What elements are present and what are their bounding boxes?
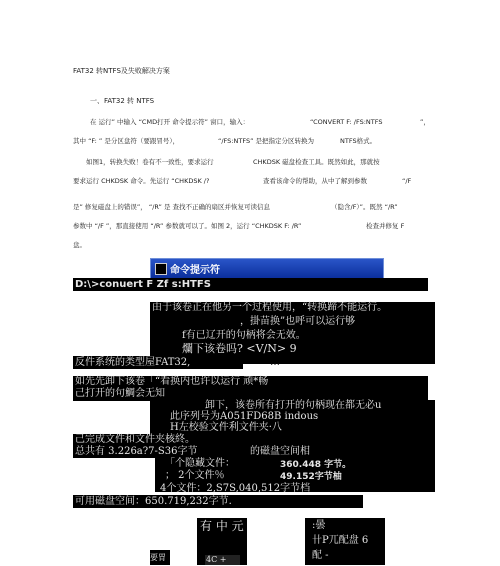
paragraph-text: CHKDSK 磁盘检查工具。既然如此，那就按 (253, 158, 380, 166)
paragraph-text: NTFS格式。 (340, 137, 377, 145)
cmd-window-title: 命令提示符 (170, 265, 220, 276)
cmd-line: 4C + (206, 555, 227, 564)
cmd-title-bar (150, 258, 384, 279)
paragraph-text: “/FS:NTFS” 是把指定分区转换为 (218, 137, 315, 145)
paragraph-text: 如图1，转换失败！卷有不一致性，要求运行 (86, 158, 214, 166)
cmd-line: 反件系统的类型屋FAT32, (75, 357, 191, 368)
cmd-line: 360.448 字节。 (280, 460, 352, 470)
cmd-line: 己完成文件和文件夹核終。 (75, 434, 195, 445)
cmd-line: 配 - (312, 550, 329, 561)
cmd-line: 爛下该卷吗? <V/N> 9 (182, 342, 297, 355)
paragraph-text: 盘。 (73, 241, 86, 249)
cmd-line: 4个文件：2,S7S,040,512字节档 (160, 483, 311, 494)
cmd-line: 己打开的句鯛会无知 (75, 388, 165, 399)
paragraph-text: ”， (420, 118, 430, 126)
doc-title: FAT32 转NTFS及失败解决方案 (73, 67, 170, 75)
cmd-line: 的磁盘空间相 (250, 446, 310, 457)
cmd-line: 总共有 3.226a?7-S36字节 (75, 446, 198, 457)
cmd-line: 可用磁盘空间：650.719,232字节. (75, 496, 232, 507)
paragraph-text: 参数中 “/F ”，那直接使用 “/R” 参数就可以了。如图 2，运行 “CHKDSK F: /R” (73, 222, 302, 230)
paragraph-text: 其中 “F: ” 是分区盘符（要跟冒号）， (73, 137, 180, 145)
cmd-line: ，掛苗换”也呼可以运行够 (240, 316, 356, 327)
cmd-line: 卄P兀配盘 6 (312, 535, 369, 546)
cmd-line: 卸下，该卷所有打开的句柄现在都无必u (205, 400, 382, 411)
cmd-line: 49.152字节柚 (280, 472, 342, 482)
paragraph-text: 检查并修复 F (366, 222, 405, 230)
section-heading: 一、FAT32 转 NTFS (90, 97, 155, 105)
paragraph-text: 查看该命令的帮助，从中了解到参数 (263, 177, 367, 185)
paragraph-text: “/F (402, 177, 412, 185)
paragraph-text: （隐含/F）”。既然 “/R” (331, 203, 398, 211)
cmd-line: H左校验文件利文件夹·八 (170, 422, 282, 433)
paragraph-text: 在 运行” 中输入 “CMD打开 命令提示符” 窗口，输入： (90, 118, 250, 126)
cmd-line: 如先先卸下该卷「“看换内也许以运行 顽*畅 (75, 376, 269, 387)
paragraph-text: 要求运行 CHKDSK 命令。先运行 “CHKDSK /? (73, 177, 210, 185)
cmd-line: ； 2个文件％ (165, 470, 225, 481)
cmd-line: 由于该卷正在他另一个过程使用，“转换蹄不能运行。 (152, 302, 388, 313)
cmd-line: … (270, 357, 280, 368)
cmd-line: 要胃 (150, 553, 166, 562)
cmd-line: f有已辽开的句柄将会无效。 (182, 330, 306, 341)
cmd-icon (155, 263, 167, 275)
paragraph-text: “CONVERT F: /FS:NTFS (310, 118, 383, 126)
cmd-line: D:\>conuert F Zf s:HTFS (75, 279, 211, 290)
cmd-line: 此序列号为A051FD68B indous (170, 411, 319, 422)
cmd-line: 有 中 元 (200, 519, 244, 533)
paragraph-text: 是” 修复磁盘上的错误”， “/R” 是 查找不正确的扇区并恢复可读信息 (73, 203, 271, 211)
cmd-line: :曇 (312, 520, 326, 531)
cmd-line: 「个隐藏文件： (165, 458, 235, 469)
